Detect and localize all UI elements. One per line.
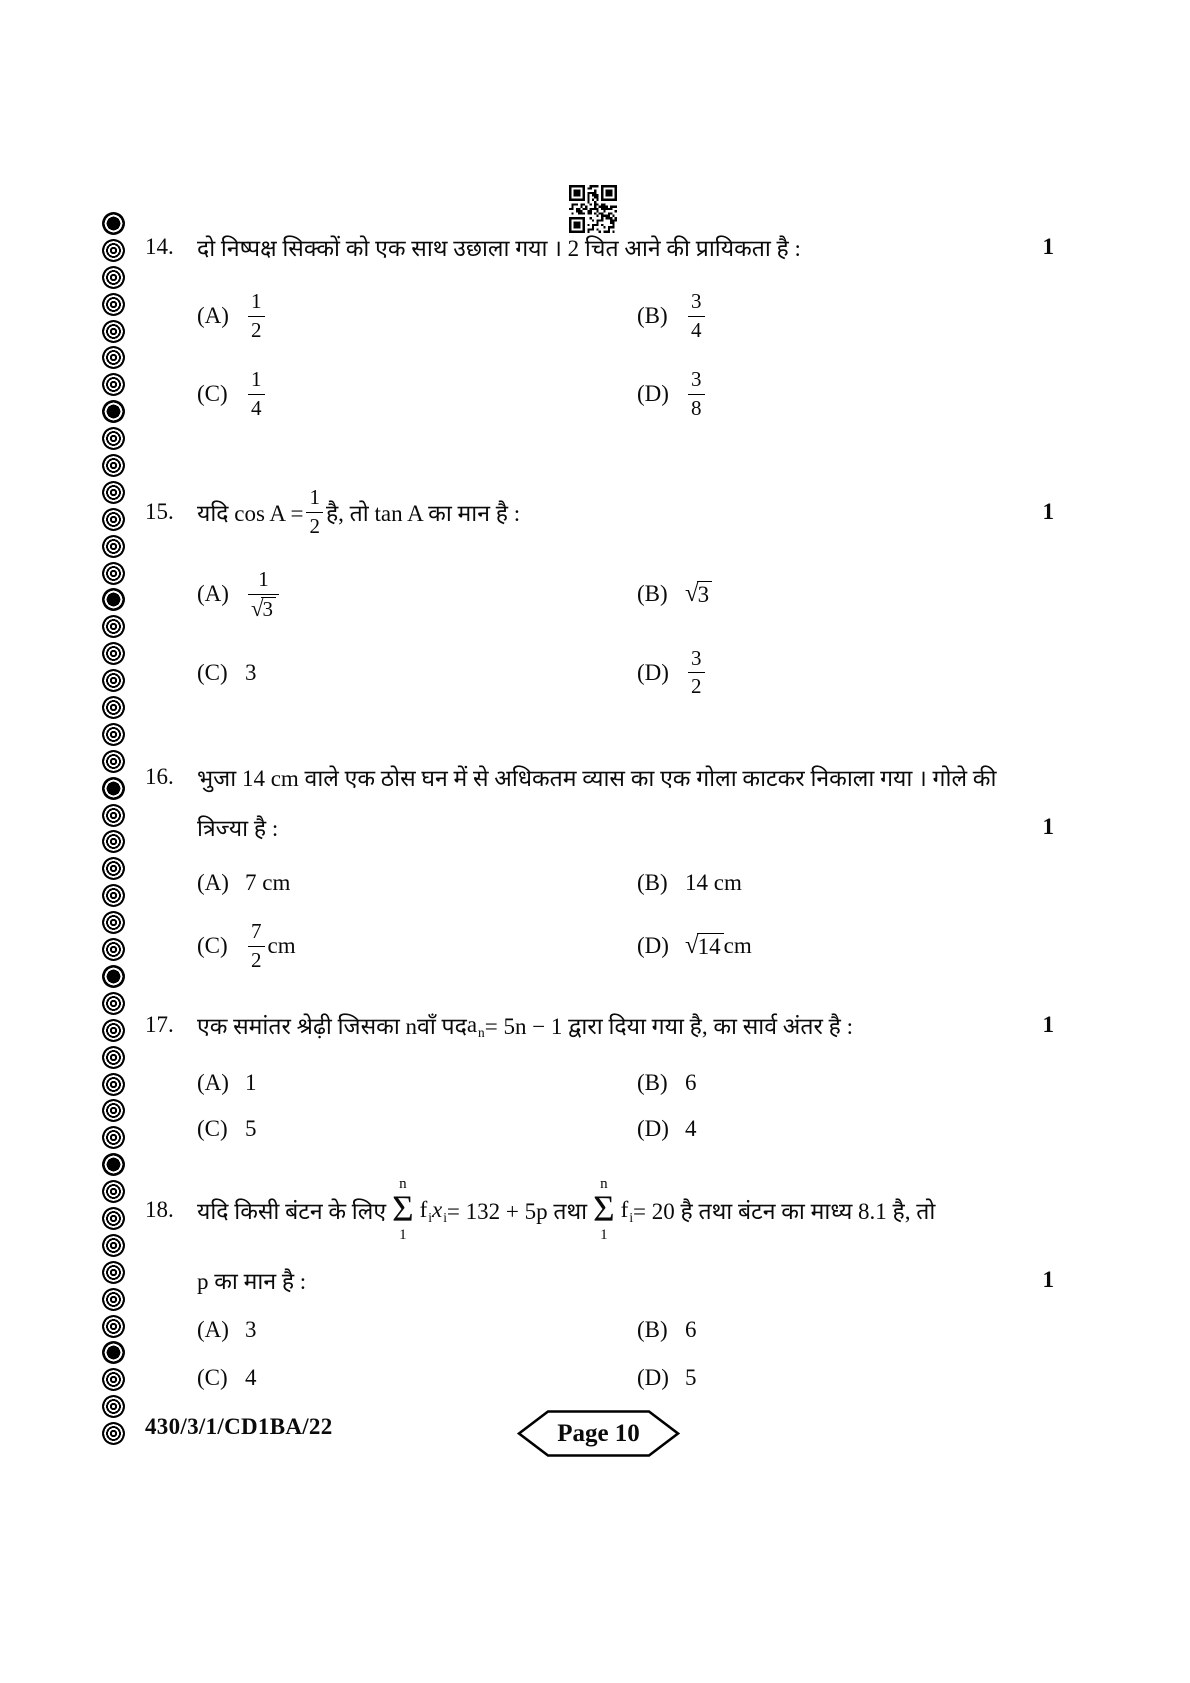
text-run: यदि किसी बंटन के लिए <box>197 1199 387 1225</box>
ring-circle-icon <box>102 1234 125 1257</box>
ring-circle-icon <box>102 454 125 477</box>
option-b <box>637 290 708 342</box>
summation-upper-limit: n <box>600 1176 608 1192</box>
question-17 <box>145 1006 1060 1142</box>
option-label: (C) <box>197 1116 228 1141</box>
text-run: यदि cos A = <box>197 501 304 527</box>
option-value <box>685 1317 697 1343</box>
ring-circle-icon <box>102 535 125 558</box>
ring-circle-icon <box>102 911 125 934</box>
square-root <box>685 933 724 959</box>
option-b <box>637 1070 697 1096</box>
option-value <box>685 1116 697 1142</box>
option-a <box>197 290 637 342</box>
question-stem-line <box>145 758 1060 796</box>
fraction <box>688 290 705 342</box>
subscript: i <box>443 1210 447 1226</box>
option-a <box>197 568 637 621</box>
filled-circle-icon <box>102 777 125 800</box>
summation-lower-limit: 1 <box>399 1227 407 1244</box>
subscripted-term <box>431 1197 447 1226</box>
text-run: 7 cm <box>245 870 291 895</box>
text-run: = 132 + 5p तथा <box>446 1199 588 1225</box>
question-text <box>197 231 801 263</box>
radical-sign: √ <box>685 931 699 959</box>
option-value <box>245 920 296 972</box>
ring-circle-icon <box>102 1180 125 1203</box>
fraction <box>688 368 705 420</box>
option-label: (D) <box>637 1116 669 1141</box>
question-14 <box>145 228 1060 420</box>
text-run: 7 <box>251 919 262 943</box>
ring-circle-icon <box>102 1019 125 1042</box>
question-stem-line <box>145 1006 1060 1044</box>
option-label: (A) <box>197 1316 229 1342</box>
fraction-numerator <box>248 368 265 392</box>
summation-sign <box>392 1176 414 1245</box>
ring-circle-icon <box>102 804 125 827</box>
text-run: 3 <box>691 367 702 392</box>
options-row <box>197 1070 1060 1096</box>
summation-sign <box>593 1176 615 1245</box>
question-number: 15. <box>145 499 174 525</box>
option-value <box>685 368 708 420</box>
filled-circle-icon <box>102 588 125 611</box>
summation-upper-limit: n <box>399 1176 407 1192</box>
question-stem-line <box>145 808 1060 846</box>
ring-circle-icon <box>102 642 125 665</box>
filled-circle-icon <box>102 1153 125 1176</box>
text-run: भुजा 14 cm वाले एक ठोस घन में से अधिकतम व्यास का एक गोला काटकर निकाला गया । गोले की <box>197 766 997 791</box>
page-number-hexagon <box>517 1410 680 1457</box>
option-a <box>197 1070 637 1096</box>
option-d <box>637 1116 697 1142</box>
text-run: 1 <box>258 567 269 592</box>
text-run: 6 <box>685 1070 697 1095</box>
fraction-bar <box>688 394 705 395</box>
filled-circle-icon <box>102 965 125 988</box>
subscript: n <box>478 1025 485 1041</box>
fraction <box>248 920 265 972</box>
text-run: 6 <box>685 1316 697 1342</box>
filled-circle-icon <box>102 400 125 423</box>
option-value <box>685 647 708 699</box>
fraction-denominator <box>248 397 265 421</box>
option-label: (A) <box>197 303 229 329</box>
ring-circle-icon <box>102 1261 125 1284</box>
fraction-denominator <box>248 949 265 973</box>
option-label: (B) <box>637 1070 668 1095</box>
option-value <box>245 870 290 896</box>
question-15 <box>145 486 1060 699</box>
option-label: (A) <box>197 1070 229 1095</box>
qr-code-icon <box>568 185 618 233</box>
option-c <box>197 660 637 686</box>
option-label: (C) <box>197 933 228 959</box>
text-run: 4 <box>245 1364 257 1390</box>
fraction <box>306 486 323 538</box>
marks-value: 1 <box>1042 1266 1054 1292</box>
subscript: i <box>428 1210 432 1226</box>
ring-circle-icon <box>102 992 125 1015</box>
option-b <box>637 1317 697 1343</box>
question-text <box>197 811 278 843</box>
radicand: 3 <box>697 581 713 607</box>
square-root <box>685 581 712 607</box>
option-d <box>637 368 708 420</box>
option-value <box>245 1365 257 1391</box>
marks-value: 1 <box>1042 1012 1054 1037</box>
marks-value: 1 <box>1042 499 1054 525</box>
option-c <box>197 368 637 420</box>
fraction-bar <box>248 946 265 947</box>
fraction-numerator <box>255 568 272 592</box>
fraction-bar <box>248 394 265 395</box>
option-b <box>637 581 712 607</box>
square-root <box>251 597 276 621</box>
text-run: दो निष्पक्ष सिक्कों को एक साथ उछाला गया । 2 चित आने की प्रायिकता है : <box>197 236 801 261</box>
text-run: 3 <box>691 289 702 313</box>
ring-circle-icon <box>102 266 125 289</box>
ring-circle-icon <box>102 615 125 638</box>
option-value <box>245 660 257 686</box>
option-c <box>197 1365 637 1391</box>
option-b <box>637 870 742 896</box>
option-a <box>197 1317 637 1343</box>
subscript: i <box>629 1210 634 1226</box>
marks-value: 1 <box>1042 234 1054 259</box>
question-text <box>197 1009 853 1041</box>
sigma-icon: Σ <box>593 1189 615 1231</box>
radicand: 3 <box>261 597 276 621</box>
sigma-icon: Σ <box>392 1189 414 1231</box>
options-row <box>197 920 1060 972</box>
fraction-bar <box>688 672 705 673</box>
options-row <box>197 1317 1060 1343</box>
text-run: 1 <box>251 289 262 313</box>
ring-circle-icon <box>102 481 125 504</box>
radical-sign: √ <box>251 595 264 621</box>
option-d <box>637 1365 697 1391</box>
ring-circle-icon <box>102 562 125 585</box>
option-label: (D) <box>637 933 669 958</box>
fraction-bar <box>248 594 279 595</box>
ring-circle-icon <box>102 1315 125 1338</box>
text-run: 4 <box>691 317 702 342</box>
option-a <box>197 870 637 896</box>
option-label: (D) <box>637 381 669 407</box>
ring-circle-icon <box>102 1099 125 1122</box>
option-value <box>245 1317 257 1343</box>
question-stem-line <box>145 1261 1060 1299</box>
question-number: 16. <box>145 764 174 789</box>
options-row <box>197 870 1060 896</box>
option-value <box>685 933 752 959</box>
radicand: 14 <box>697 933 724 959</box>
text-run: 8 <box>691 395 702 420</box>
fraction-bar <box>248 316 265 317</box>
ring-circle-icon <box>102 696 125 719</box>
fraction-numerator <box>688 647 705 671</box>
ring-circle-icon <box>102 1288 125 1311</box>
question-stem-line <box>145 1176 1060 1245</box>
fraction-denominator <box>248 319 265 343</box>
text-run: 1 <box>245 1070 257 1095</box>
fraction-numerator <box>688 290 705 314</box>
fraction-denominator <box>688 675 705 699</box>
subscript-base: a <box>466 1012 478 1037</box>
option-label: (A) <box>197 581 229 607</box>
text-run: 3 <box>245 1316 257 1342</box>
options-row <box>197 568 1060 621</box>
registration-circles-column <box>102 212 128 1449</box>
fraction-numerator <box>248 920 265 944</box>
subscript-base: f <box>419 1197 428 1223</box>
question-stem-line <box>145 228 1060 266</box>
ring-circle-icon <box>102 884 125 907</box>
option-c <box>197 920 637 972</box>
text-run: = 5n − 1 द्वारा दिया गया है, का सार्व अंतर है : <box>484 1014 853 1039</box>
text-run: 1 <box>251 367 262 392</box>
question-18 <box>145 1176 1060 1391</box>
options-row <box>197 368 1060 420</box>
subscripted-term <box>466 1012 485 1041</box>
fraction-numerator <box>248 290 265 314</box>
marks-value: 1 <box>1042 814 1054 839</box>
ring-circle-icon <box>102 346 125 369</box>
ring-circle-icon <box>102 750 125 773</box>
ring-circle-icon <box>102 320 125 343</box>
page-number-label: Page 10 <box>557 1419 640 1447</box>
option-value <box>685 1070 697 1096</box>
fraction-numerator <box>688 368 705 392</box>
question-number: 14. <box>145 234 174 259</box>
subscripted-term <box>620 1197 634 1226</box>
question-stem-line <box>145 486 1060 538</box>
question-number: 18. <box>145 1197 174 1223</box>
text-run: 3 <box>691 645 702 670</box>
question-number: 17. <box>145 1012 174 1037</box>
fraction-denominator <box>306 515 323 539</box>
text-run: = 20 है तथा बंटन का माध्य 8.1 है, तो <box>633 1199 936 1225</box>
ring-circle-icon <box>102 669 125 692</box>
ring-circle-icon <box>102 1126 125 1149</box>
fraction-denominator <box>248 597 279 621</box>
option-value <box>245 290 268 342</box>
options-row <box>197 1116 1060 1142</box>
text-run: 2 <box>251 317 262 342</box>
ring-circle-icon <box>102 427 125 450</box>
text-run: 5 <box>685 1364 697 1390</box>
option-value <box>245 1070 257 1096</box>
option-label: (A) <box>197 870 229 895</box>
fraction-bar <box>688 316 705 317</box>
ring-circle-icon <box>102 938 125 961</box>
option-label: (B) <box>637 303 668 329</box>
text-run: 1 <box>309 485 320 509</box>
question-text <box>197 1176 935 1245</box>
option-value <box>685 290 708 342</box>
option-label: (B) <box>637 1316 668 1342</box>
text-run: 14 cm <box>685 870 742 895</box>
question-text <box>197 1264 306 1296</box>
filled-circle-icon <box>102 212 125 235</box>
question-16 <box>145 758 1060 972</box>
ring-circle-icon <box>102 1073 125 1096</box>
question-text <box>197 486 520 538</box>
question-text <box>197 761 996 793</box>
option-label: (D) <box>637 659 669 685</box>
ring-circle-icon <box>102 857 125 880</box>
fraction-denominator <box>688 397 705 421</box>
radical-sign: √ <box>685 580 699 608</box>
ring-circle-icon <box>102 723 125 746</box>
option-value <box>245 368 268 420</box>
fraction <box>248 290 265 342</box>
option-label: (B) <box>637 870 668 895</box>
text-run: 2 <box>309 513 320 538</box>
ring-circle-icon <box>102 1395 125 1418</box>
options-row <box>197 290 1060 342</box>
option-label: (C) <box>197 659 228 685</box>
fraction-bar <box>306 512 323 513</box>
paper-code: 430/3/1/CD1BA/22 <box>145 1414 333 1439</box>
ring-circle-icon <box>102 508 125 531</box>
option-value <box>245 1116 257 1142</box>
subscript-base: x <box>431 1197 443 1223</box>
option-d <box>637 933 752 959</box>
text-run: p का मान है : <box>197 1268 307 1294</box>
text-run: 4 <box>685 1116 697 1141</box>
option-c <box>197 1116 637 1142</box>
option-value <box>685 1365 697 1391</box>
option-value <box>245 568 282 621</box>
options-row <box>197 647 1060 699</box>
text-run: 2 <box>691 674 702 699</box>
ring-circle-icon <box>102 1368 125 1391</box>
ring-circle-icon <box>102 1422 125 1445</box>
text-run: 3 <box>245 659 257 685</box>
text-run: है, तो tan A का मान है : <box>325 501 521 527</box>
subscripted-term <box>419 1197 432 1226</box>
ring-circle-icon <box>102 239 125 262</box>
fraction-numerator <box>306 486 323 510</box>
fraction <box>248 368 265 420</box>
text-run: 2 <box>251 947 262 972</box>
option-label: (C) <box>197 1364 228 1390</box>
text-run: एक समांतर श्रेढ़ी जिसका nवाँ पद <box>197 1014 467 1039</box>
text-run: 5 <box>245 1116 257 1141</box>
ring-circle-icon <box>102 830 125 853</box>
fraction-denominator <box>688 319 705 343</box>
filled-circle-icon <box>102 1341 125 1364</box>
option-value <box>685 870 742 896</box>
summation-lower-limit: 1 <box>600 1227 608 1244</box>
option-d <box>637 647 708 699</box>
option-label: (D) <box>637 1364 669 1390</box>
subscript-base: f <box>620 1197 629 1223</box>
option-value <box>685 581 712 607</box>
ring-circle-icon <box>102 1207 125 1230</box>
options-row <box>197 1365 1060 1391</box>
text-run: cm <box>723 933 752 958</box>
text-run: cm <box>267 933 296 959</box>
fraction <box>248 568 279 621</box>
ring-circle-icon <box>102 293 125 316</box>
text-run: त्रिज्या है : <box>197 816 279 841</box>
option-label: (C) <box>197 381 228 407</box>
option-label: (B) <box>637 581 668 607</box>
text-run: 4 <box>251 395 262 420</box>
ring-circle-icon <box>102 373 125 396</box>
ring-circle-icon <box>102 1046 125 1069</box>
fraction <box>688 647 705 699</box>
